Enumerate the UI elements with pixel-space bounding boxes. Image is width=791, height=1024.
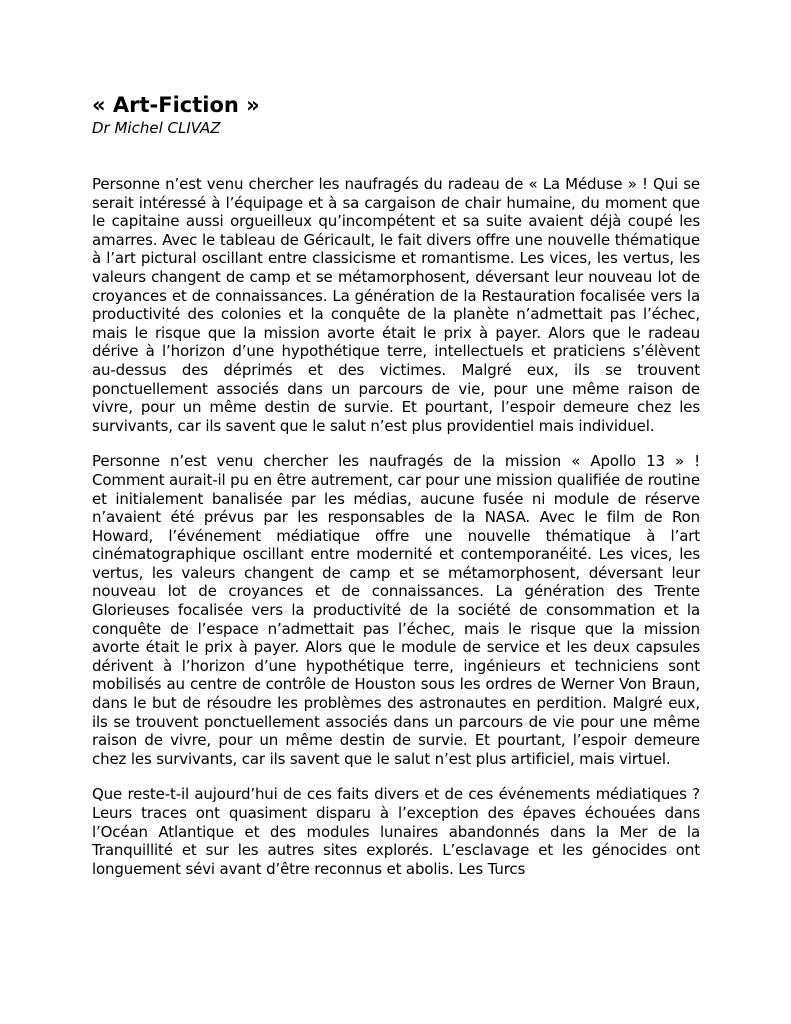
document-title: « Art-Fiction » xyxy=(92,93,260,117)
paragraph-3: Que reste-t-il aujourd’hui de ces faits divers et de ces événements médiatiques ? Leurs traces ont quasiment disparu à l’exception des épaves échouées dans l’Océan Atlantique et des modules lunaires abandonnés dans la Mer de la Tranquillité et sur les autres sites explorés. L’esclavage et les génocides ont longuement sévi avant d’être reconnus et abolis. Les Turcs xyxy=(92,785,700,878)
document-page xyxy=(92,92,700,895)
paragraph-2: Personne n’est venu chercher les naufragés de la mission « Apollo 13 » ! Comment aurait-il pu en être autrement, car pour une mission qualifiée de routine et initialement banalisée par les médias, aucune fusée ni module de réserve n’avaient été prévus par les responsables de la NASA. Avec le film de Ron Howard, l’événement médiatique offre une nouvelle thématique à l’art cinématographique oscillant entre modernité et contemporanéité. Les vices, les vertus, les valeurs changent de camp et se métamorphosent, déversant leur nouveau lot de croyances et de connaissances. La génération des Trente Glorieuses focalisée vers la productivité de la société de consommation et la conquête de l’espace n’admettait pas l’échec, mais le risque que la mission avorte était le prix à payer. Alors que le module de service et les deux capsules dérivent à l’horizon d’une hypothétique terre, ingénieurs et techniciens sont mobilisés au centre de contrôle de Houston sous les ordres de Werner Von Braun, dans le but de résoudre les problèmes des astronautes en perdition. Malgré eux, ils se trouvent ponctuellement associés dans un parcours de vie pour une même raison de vivre, pour un même destin de survie. Et pourtant, l’espoir demeure chez les survivants, car ils savent que le salut n’est plus artificiel, mais virtuel. xyxy=(92,452,700,768)
document-author: Dr Michel CLIVAZ xyxy=(92,119,221,137)
paragraph-1: Personne n’est venu chercher les naufragés du radeau de « La Méduse » ! Qui se serait intéressé à l’équipage et à sa cargaison de chair humaine, du moment que le capitaine aussi orgueilleux qu’incompétent et sa suite avaient déjà coupé les amarres. Avec le tableau de Géricault, le fait divers offre une nouvelle thématique à l’art pictural oscillant entre classicisme et romantisme. Les vices, les vertus, les valeurs changent de camp et se métamorphosent, déversant leur nouveau lot de croyances et de connaissances. La génération de la Restauration focalisée vers la productivité des colonies et la conquête de la planète n’admettait pas l’échec, mais le risque que la mission avorte était le prix à payer. Alors que le radeau dérive à l’horizon d’une hypothétique terre, intellectuels et praticiens s’élèvent au-dessus des déprimés et des victimes. Malgré eux, ils se trouvent ponctuellement associés dans un parcours de vie, pour une même raison de vivre, pour un même destin de survie. Et pourtant, l’espoir demeure chez les survivants, car ils savent que le salut n’est plus providentiel mais individuel. xyxy=(92,175,700,435)
